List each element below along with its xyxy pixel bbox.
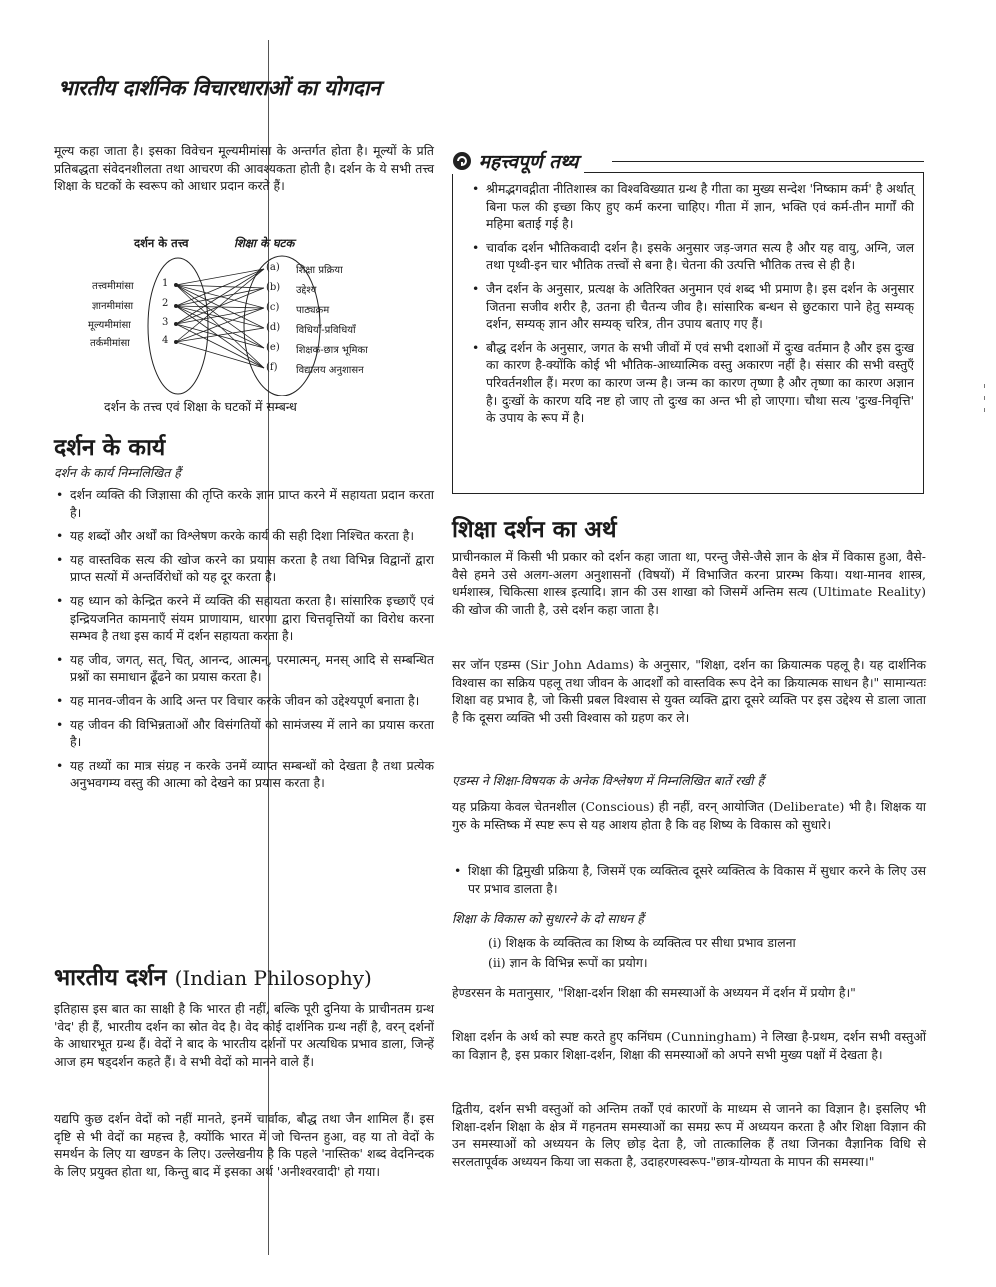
fact-item: • श्रीमद्भगवद्गीता नीतिशास्त्र का विश्वविख्यात ग्रन्थ है गीता का मुख्य सन्देश 'निष्काम कर्म' है अर्थात् बिना फल की इच्छा किए हुए कर्म करना चाहिए। गीता में ज्ञान, भक्ति एवं कर्म-तीन मार्गों की महिमा बताई गई है।: [470, 180, 914, 233]
diagram-right-item: पाठ्यक्रम: [296, 305, 330, 316]
fact-item: • जैन दर्शन के अनुसार, प्रत्यक्ष के अतिरिक्त अनुमान एवं शब्द भी प्रमाण है। इस दर्शन के अनुसार जितना सजीव शरीर है, उतना ही चैतन्य जीव है। सांसारिक बन्धन से छुटकारा पाने हेतु सम्यक् दर्शन, सम्यक् ज्ञान और सम्यक् चरित्र, तीन उपाय बताए गए हैं।: [470, 280, 914, 333]
facts-title: [452, 148, 584, 174]
diagram-left-heading: दर्शन के तत्त्व: [134, 236, 189, 250]
list-item: • यह वास्तविक सत्य की खोज करने का प्रयास करता है तथा विभिन्न विद्वानों द्वारा प्राप्त सत्यों में अन्तर्विरोधों को यह दूर करता है।: [54, 551, 434, 586]
paragraph-3: यह प्रक्रिया केवल चेतनशील (Conscious) ही नहीं, वरन् आयोजित (Deliberate) भी है। शिक्षक या गुरु के मस्तिष्क में स्पष्ट रूप से यह आशय होता है कि वह शिष्य के विकास को सुधारे।: [452, 799, 926, 832]
karya-list: [54, 486, 434, 798]
paragraph-6: द्वितीय, दर्शन सभी वस्तुओं को अन्तिम तर्कों एवं कारणों के माध्यम से जानने का विज्ञान है। इसलिए भी शिक्षा-दर्शन शिक्षा के क्षेत्र में गहनतम समस्याओं का समग्र रूप में अध्ययन करता है और शिक्षा विज्ञान की उन समस्याओं को अध्ययन के लिए छोड़ देता है, जो तात्कालिक हैं तथा जिनका वैज्ञानिक विधि से सरलतापूर्वक अध्ययन किया जा सकता है, उदाहरणस्वरूप-"छात्र-योग्यता के मापन की समस्या।": [452, 1101, 926, 1169]
diagram-right-letter: (b): [266, 282, 281, 293]
list-item: • यह जीव, जगत्, सत्, चित्, आनन्द, आत्मन्, परमात्मन्, मनस् आदि से सम्बन्धित प्रश्नों का समाधान ढूँढने का प्रयास करता है।: [54, 651, 434, 686]
karya-heading: दर्शन के कार्य: [54, 435, 166, 461]
paragraph-2: सर जॉन एडम्स (Sir John Adams) के अनुसार, "शिक्षा, दर्शन का क्रियात्मक पहलू है। यह दार्शनिक विश्वास का सक्रिय पहलू तथा जीवन के आदर्शों को वास्तविक रूप देने का क्रियात्मक साधन है।" सामान्यतः शिक्षा वह प्रभाव है, जो किसी प्रबल विश्वास से युक्त व्यक्ति द्वारा दूसरे व्यक्ति पर इस उद्देश्य से डाला जाता है कि दूसरा व्यक्ति भी उसी विश्वास को ग्रहण कर ले।: [452, 657, 926, 725]
intro-paragraph: मूल्य कहा जाता है। इसका विवेचन मूल्यमीमांसा के अन्तर्गत होता है। मूल्यों के प्रति प्रतिबद्धता संवेदनशीलता तथा आचरण की आवश्यकता होती है। दर्शन के ये सभी तत्त्व शिक्षा के घटकों के स्वरूप को आधार प्रदान करते हैं।: [54, 143, 434, 194]
diagram-left-number: 2: [162, 298, 169, 309]
list-item: • यह जीवन की विभिन्नताओं और विसंगतियों को सामंजस्य में लाने का प्रयास करता है।: [54, 716, 434, 751]
fact-icon: [452, 151, 472, 171]
facts-list: [470, 180, 914, 433]
diagram-left-item: मूल्यमीमांसा: [88, 320, 131, 331]
diagram-left-number: 4: [162, 335, 169, 346]
bhartiya-heading: [54, 960, 372, 992]
scan-mark: [984, 408, 985, 412]
bullet-list: [452, 862, 926, 903]
sadhan-item-2: (ii) ज्ञान के विभिन्न रूपों का प्रयोग।: [488, 955, 648, 970]
paragraph-5: शिक्षा दर्शन के अर्थ को स्पष्ट करते हुए कनिंघम (Cunningham) ने लिखा है-प्रथम, दर्शन सभी वस्तुओं का विज्ञान है, इस प्रकार शिक्षा-दर्शन, शिक्षा की समस्याओं को अपने सभी मुख्य पक्षों में देखता है।: [452, 1029, 926, 1062]
diagram-left-item: ज्ञानमीमांसा: [92, 301, 134, 312]
karya-subheading: दर्शन के कार्य निम्नलिखित हैं: [54, 465, 181, 480]
diagram-right-letter: (d): [266, 322, 281, 333]
list-item: • शिक्षा की द्विमुखी प्रक्रिया है, जिसमें एक व्यक्तित्व दूसरे व्यक्तित्व के विकास में सुधार करने के लिए उस पर प्रभाव डालता है।: [452, 862, 926, 897]
diagram-left-item: तत्त्वमीमांसा: [92, 281, 134, 292]
facts-title-rule: [612, 161, 924, 162]
diagram-left-number: 1: [162, 278, 169, 289]
list-item: • यह तथ्यों का मात्र संग्रह न करके उनमें व्याप्त सम्बन्धों को देखता है तथा प्रत्येक अनुभवगम्य वस्तु की आत्मा को देखने का प्रयास करता है।: [54, 757, 434, 792]
diagram-right-item: शिक्षक-छात्र भूमिका: [296, 345, 368, 356]
page-header: भारतीय दार्शनिक विचारधाराओं का योगदान: [58, 76, 381, 100]
list-item: • यह शब्दों और अर्थों का विश्लेषण करके कार्य की सही दिशा निश्चित करता है।: [54, 527, 434, 545]
bhartiya-paragraph-2: यद्यपि कुछ दर्शन वेदों को नहीं मानते, इनमें चार्वाक, बौद्ध तथा जैन शामिल हैं। इस दृष्टि से भी वेदों का महत्त्व है, क्योंकि भारत में जो चिन्तन हुआ, वह या तो वेदों के समर्थन के लिए या खण्डन के लिए। उल्लेखनीय है कि पहले 'नास्तिक' शब्द वेदनिन्दक के लिए प्रयुक्त होता था, किन्तु बाद में इसका अर्थ 'अनीश्वरवादी' हो गया।: [54, 1111, 434, 1179]
paragraph-1: प्राचीनकाल में किसी भी प्रकार को दर्शन कहा जाता था, परन्तु जैसे-जैसे ज्ञान के क्षेत्र में विकास हुआ, वैसे-वैसे हमने उसे अलग-अलग अनुशासनों (विषयों) में विभाजित करना प्रारम्भ किया। यथा-मानव शास्त्र, धर्मशास्त्र, चिकित्सा शास्त्र इत्यादि। ज्ञान की उस शाखा को जिसमें अन्तिम सत्य (Ultimate Reality) की खोज की जाती है, उसे दर्शन कहा जाता है।: [452, 549, 926, 617]
paragraph-4: हेण्डरसन के मतानुसार, "शिक्षा-दर्शन शिक्षा की समस्याओं के अध्ययन में दर्शन में प्रयोग है।": [452, 985, 856, 1000]
scan-mark: [984, 384, 985, 388]
list-item: • यह मानव-जीवन के आदि अन्त पर विचार करके जीवन को उद्देश्यपूर्ण बनाता है।: [54, 692, 434, 710]
list-item: • दर्शन व्यक्ति की जिज्ञासा की तृप्ति करके ज्ञान प्राप्त करने में सहायता प्रदान करता है।: [54, 486, 434, 521]
diagram-right-letter: (e): [266, 342, 280, 353]
diagram-right-letter: (f): [266, 362, 278, 373]
diagram-right-item: शिक्षा प्रक्रिया: [296, 265, 343, 276]
diagram-right-item: विद्यालय अनुशासन: [296, 365, 364, 376]
bhartiya-heading-en: (Indian Philosophy): [174, 966, 372, 990]
diagram-lines: [54, 236, 434, 396]
diagram-left-number: 3: [162, 317, 169, 328]
fact-item: • चार्वाक दर्शन भौतिकवादी दर्शन है। इसके अनुसार जड़-जगत सत्य है और यह वायु, अग्नि, जल तथा पृथ्वी-इन चार भौतिक तत्त्वों से बना है। चेतना की उत्पत्ति भौतिक तत्त्व से ही है।: [470, 239, 914, 274]
shiksha-darshan-heading: शिक्षा दर्शन का अर्थ: [452, 517, 617, 543]
diagram-right-letter: (a): [266, 262, 280, 273]
facts-title-text: महत्त्वपूर्ण तथ्य: [478, 151, 579, 173]
scan-mark: [984, 396, 985, 400]
sadhan-subheading: शिक्षा के विकास को सुधारने के दो साधन हैं: [452, 911, 644, 926]
adams-subheading: एडम्स ने शिक्षा-विषयक के अनेक विश्लेषण में निम्नलिखित बातें रखी हैं: [452, 773, 765, 788]
relation-diagram: [54, 236, 434, 396]
bhartiya-heading-hi: भारतीय दर्शन: [54, 965, 167, 991]
diagram-left-item: तर्कमीमांसा: [90, 338, 130, 349]
sadhan-item-1: (i) शिक्षक के व्यक्तित्व का शिष्य के व्यक्तित्व पर सीधा प्रभाव डालना: [488, 935, 796, 950]
bhartiya-paragraph-1: इतिहास इस बात का साक्षी है कि भारत ही नहीं, बल्कि पूरी दुनिया के प्राचीनतम ग्रन्थ 'वेद' ही हैं, भारतीय दर्शन का स्रोत वेद है। वेद कोई दार्शनिक ग्रन्थ नहीं है, वरन् दर्शनों के आधारभूत ग्रन्थ हैं। वेदों ने बाद के भारतीय दर्शनों पर अत्यधिक प्रभाव डाला, जिन्हें आज हम षड्दर्शन कहते हैं। वे सभी वेदों को मानने वाले हैं।: [54, 1001, 434, 1069]
diagram-caption: दर्शन के तत्त्व एवं शिक्षा के घटकों में सम्बन्ध: [104, 399, 297, 414]
fact-item: • बौद्ध दर्शन के अनुसार, जगत के सभी जीवों में एवं सभी दशाओं में दुःख वर्तमान है और इस दुःख का कारण है-क्योंकि कोई भी भौतिक-आध्यात्मिक वस्तु अकारण नहीं है। संसार की सभी वस्तुएँ परिवर्तनशील हैं। मरण का कारण जन्म है। जन्म का कारण तृष्णा है और तृष्णा का कारण अज्ञान है। दुःखों के कारण यदि नष्ट हो जाए तो दुःख का अन्त भी हो जाएगा। चौथा सत्य 'दुःख-निवृत्ति' के उपाय के रूप में है।: [470, 339, 914, 427]
diagram-right-item: उद्देश्य: [296, 285, 317, 296]
list-item: • यह ध्यान को केन्द्रित करने में व्यक्ति की सहायता करता है। सांसारिक इच्छाएँ एवं इन्द्रियजनित कामनाएँ संयम प्राणायाम, धारणा द्वारा चित्तवृत्तियों का विरोध करना सम्भव है तथा इस कार्य में दर्शन सहायता करता है।: [54, 592, 434, 645]
diagram-right-item: विधियाँ-प्रविधियाँ: [296, 325, 356, 336]
diagram-right-heading: शिक्षा के घटक: [234, 236, 295, 250]
diagram-right-letter: (c): [266, 302, 280, 313]
